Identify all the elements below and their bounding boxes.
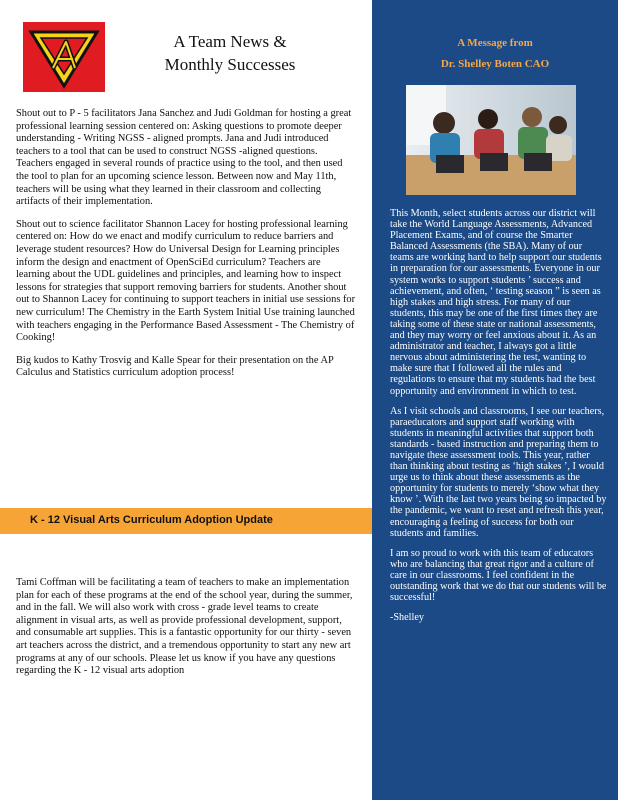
classroom-photo-icon bbox=[406, 85, 576, 195]
sidebar-signature: -Shelley bbox=[390, 612, 424, 624]
sidebar-heading-line-2: Dr. Shelley Boten CAO bbox=[440, 58, 550, 70]
paragraph-visual-arts: Tami Coffman will be facilitating a team of teachers to make an implementation plan for each of these programs at the end of the school year, during the summer, and in the fall. We will also work with cross - grade level teams to create alignment in visual arts, as well as provide professional development, support, and consumable art supplies. This is a fantastic opportunity for our thirty - seven art teachers across the district, and a tremendous opportunity to start any new art programs at any of our schools. Please let us know if you have any questions regarding the K - 12 visual arts adoption bbox=[16, 577, 353, 677]
section-banner bbox=[0, 508, 372, 534]
a-team-logo-icon bbox=[23, 22, 105, 92]
page-title bbox=[140, 30, 320, 76]
visual-arts-section bbox=[16, 577, 356, 688]
sidebar-paragraph-3: I am so proud to work with this team of educators who are balancing that great rigor and a culture of care in our classrooms. I feel confident in the outstanding work that we do that our students will be successful! bbox=[390, 547, 607, 604]
title-line-1: A Team News & bbox=[173, 32, 287, 51]
paragraph-udl: Shout out to science facilitator Shannon Lacey for hosting professional learning centered on: How do we enact and modify curriculum to reduce barriers and leverage student resources? How do Universal Design for Learning principles inform the design and enactment of OpenSciEd curriculum? Teachers are learning about the UDL guidelines and principles, and learning how to inspect lessons for strategies that support removing barriers for students. Another shout out to Shannon Lacey for continuing to support teachers in initial use sessions for new curriculum! The Chemistry in the Earth System Initial Use training launched with teachers engaging in the Performance Based Assessment - The Chemistry of Cooking! bbox=[16, 218, 356, 344]
sidebar-heading bbox=[372, 33, 618, 75]
shout-outs-section bbox=[16, 108, 356, 390]
title-line-2: Monthly Successes bbox=[164, 55, 296, 74]
paragraph-ap-calculus: Big kudos to Kathy Trosvig and Kalle Spear for their presentation on the AP Calculus and Statistics curriculum adoption process! bbox=[16, 354, 334, 379]
cao-message-sidebar bbox=[372, 0, 618, 800]
sidebar-paragraph-2: As I visit schools and classrooms, I see our teachers, paraeducators and support staff working with students in meaningful activities that support both standards - based instruction and preparing them to navigate these assessment tools. This year, rather than thinking about testing as ‘high stakes ’, I would urge us to think about these assessments as the opportunity for students to merely ‘show what they know ’. With the last two years being so impacted by the pandemic, we want to reset and refresh this year, encouraging a feeling of success for both our students and families. bbox=[390, 405, 607, 539]
paragraph-ngss: Shout out to P - 5 facilitators Jana Sanchez and Judi Goldman for hosting a great professional learning session centered on: Asking questions to promote deeper understanding - Writing NGSS - aligned prompts. Jana and Judi introduced teachers to a tool that can be used to construct NGSS -aligned questions. Teachers engaged in several rounds of practice using to the tool, and then used the tool to plan for an upcoming science lesson. Between now and May 11th, teachers will be using what they learned in their classroom and collecting artifacts of their implementation. bbox=[16, 108, 352, 208]
cao-message-body bbox=[390, 208, 608, 632]
sidebar-paragraph-1: This Month, select students across our district will take the World Language Assessments, Advanced Placement Exams, and of course the Smarter Balanced Assessments (the SBA). Many of our teams are working hard to help support our students in preparation for our assessments. Everyone in our system works to support students ’ success and achievement, and often, ‘ testing season ” is seen as high stakes and high stress. For many of our students, this may be one of the first times they are taking some of these state or national assessments, and they may worry or feel anxious about it. As an administrator and teacher, I always got a little nervous about administering the test, wanting to make sure that I followed all the rules and regulations to ensure that my students had the best opportunity and environment in which to test. bbox=[390, 208, 602, 397]
banner-label: K - 12 Visual Arts Curriculum Adoption Update bbox=[30, 514, 273, 526]
sidebar-heading-line-1: A Message from bbox=[457, 37, 533, 49]
